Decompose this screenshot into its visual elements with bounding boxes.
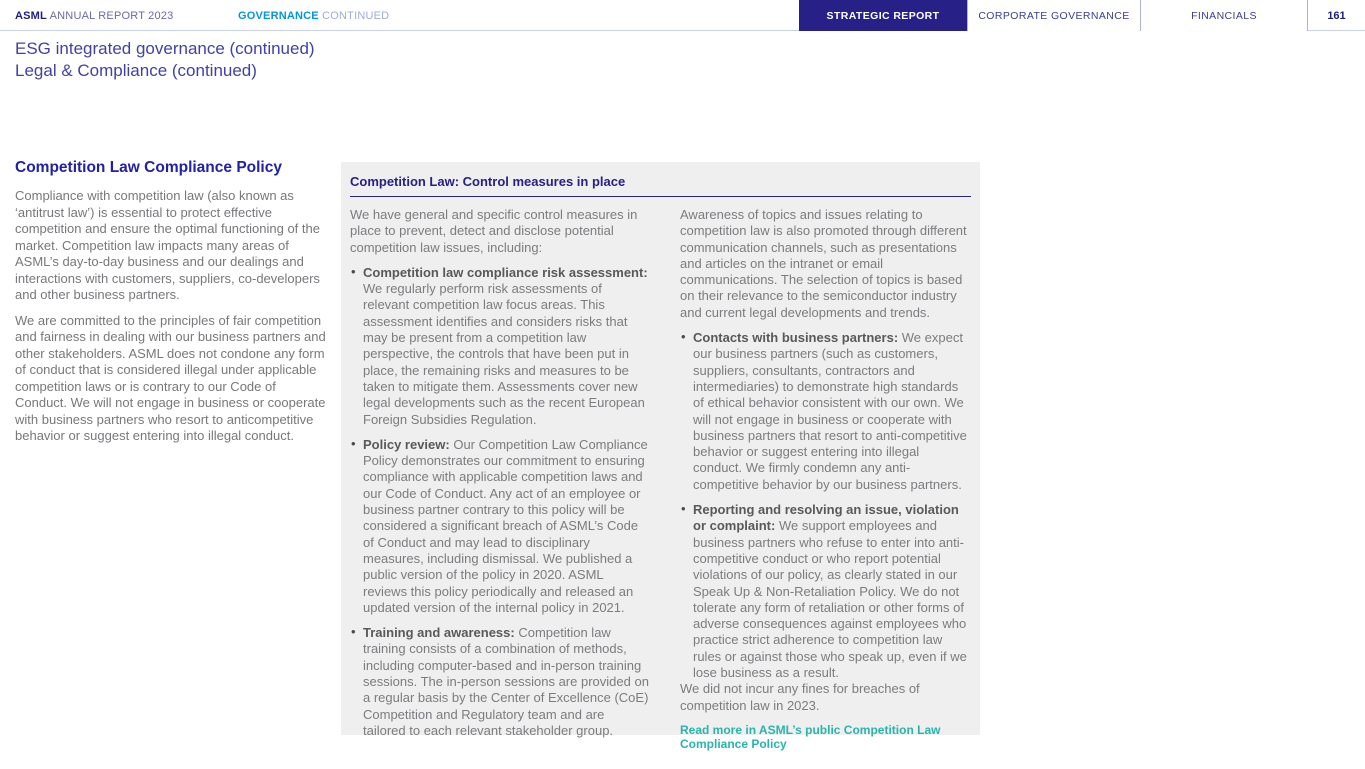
box-column-left [350, 207, 650, 751]
body-paragraph: We are committed to the principles of fair competition and fairness in dealing with our business partners and other stakeholders. ASML does not condone any form of conduct that is considered illegal under applicable competition laws or is contrary to our Code of Conduct. We will not engage in business or cooperate with business partners who resort to anticompetitive behavior or suggest entering into illegal conduct. [15, 312, 326, 443]
page-title-line1: ESG integrated governance (continued) [15, 39, 315, 58]
bullet-dot: • [681, 501, 686, 517]
bullet-text: We expect our business partners (such as customers, suppliers, consultants, contractors and intermediaries) to demonstrate high standards of ethical behavior consistent with our own. We will not engage in business or cooperate with business partners that resort to anti-competitive behavior or suggest entering into illegal conduct. We firmly condemn any anti-competitive behavior by our business partners. [693, 330, 967, 492]
box-column-right [680, 207, 971, 751]
bullet-item [350, 625, 650, 739]
section-name: GOVERNANCE [238, 10, 319, 22]
bullet-lead: Contacts with business partners: [693, 330, 899, 346]
bullet-text: We support employees and business partners who refuse to enter into anti-competitive conduct or who report potential violations of our policy, as clearly stated in our Speak Up & Non-Retaliation Policy. We do not tolerate any form of retaliation or other forms of adverse consequences against employees who practice strict adherence to competition law rules or against those who speak up, even if we lose business as a result. [693, 518, 967, 681]
bullet-lead: Training and awareness: [363, 625, 515, 641]
page-title-line2: Legal & Compliance (continued) [15, 61, 257, 80]
page-title [15, 38, 315, 82]
box-left-intro: We have general and specific control measures in place to prevent, detect and disclose potential competition law issues, including: [350, 207, 638, 255]
top-header-bar [0, 0, 1365, 31]
tab-financials[interactable]: FINANCIALS [1140, 0, 1307, 31]
report-identifier [15, 10, 173, 22]
bullet-text: Our Competition Law Compliance Policy demonstrates our commitment to ensuring compliance with applicable competition laws and our Code of Conduct. Any act of an employee or business partner contrary to this policy will be considered a significant breach of ASML’s Code of Conduct and may lead to disciplinary measures, including dismissal. We published a public version of the policy in 2020. ASML reviews this policy periodically and released an updated version of the internal policy in 2021. [363, 436, 648, 615]
section-identifier [238, 10, 389, 22]
bullet-item [350, 437, 650, 616]
box-right-intro: Awareness of topics and issues relating to competition law is also promoted through different communication channels, such as presentations and articles on the intranet or email communications. The selection of topics is based on their relevance to the semiconductor industry and current legal developments and trends. [680, 207, 967, 320]
bullet-dot: • [351, 624, 356, 640]
box-columns [350, 207, 971, 751]
asml-logo-text: ASML [15, 10, 47, 22]
tab-strategic-report[interactable]: STRATEGIC REPORT [799, 0, 967, 31]
tab-corporate-governance[interactable]: CORPORATE GOVERNANCE [967, 0, 1140, 31]
fines-statement: We did not incur any fines for breaches of competition law in 2023. [680, 681, 920, 713]
bullet-lead: Competition law compliance risk assessment: [363, 264, 648, 280]
section-heading: Competition Law Compliance Policy [15, 159, 282, 176]
body-paragraph: Compliance with competition law (also known as ‘antitrust law’) is essential to protect effective competition and ensure the optimal functioning of the market. Competition law impacts many areas of ASML’s day-to-day business and our dealings and interactions with customers, suppliers, co-developers and other business partners. [15, 188, 320, 302]
box-title: Competition Law: Control measures in place [350, 172, 971, 197]
read-more-link[interactable]: Read more in ASML’s public Competition Law Compliance Policy [680, 722, 941, 751]
bullet-item [680, 330, 971, 493]
bullet-text: We regularly perform risk assessments of relevant competition law focus areas. This assessment identifies and considers risks that may be present from a competition law perspective, the controls that have been put in place, the remaining risks and measures to be taken to mitigate them. Assessments cover new legal developments such as the recent European Foreign Subsidies Regulation. [363, 281, 645, 427]
bullet-dot: • [351, 263, 356, 279]
bullet-dot: • [681, 329, 686, 345]
report-title-text: ANNUAL REPORT 2023 [46, 10, 174, 22]
left-column-paragraphs [15, 188, 328, 445]
bullet-text: Competition law training consists of a combination of methods, including computer-based and in-person training sessions. The in-person sessions are provided on a regular basis by the Center of Excellence (CoE) Competition and Regulatory team and are tailored to each relevant stakeholder group. [363, 625, 649, 738]
page-number: 161 [1307, 0, 1365, 31]
bullet-lead: Policy review: [363, 436, 450, 452]
bullet-item [350, 265, 650, 428]
section-continued: CONTINUED [318, 10, 390, 22]
bullet-lead: Reporting and resolving an issue, violation or complaint: [693, 502, 959, 534]
control-measures-box [341, 162, 980, 751]
box-right-bullet-list [680, 330, 971, 681]
report-nav-tabs [799, 0, 1365, 31]
bullet-dot: • [351, 435, 356, 451]
box-left-bullet-list [350, 265, 650, 739]
left-text-column [15, 159, 328, 454]
bullet-item [680, 502, 971, 681]
